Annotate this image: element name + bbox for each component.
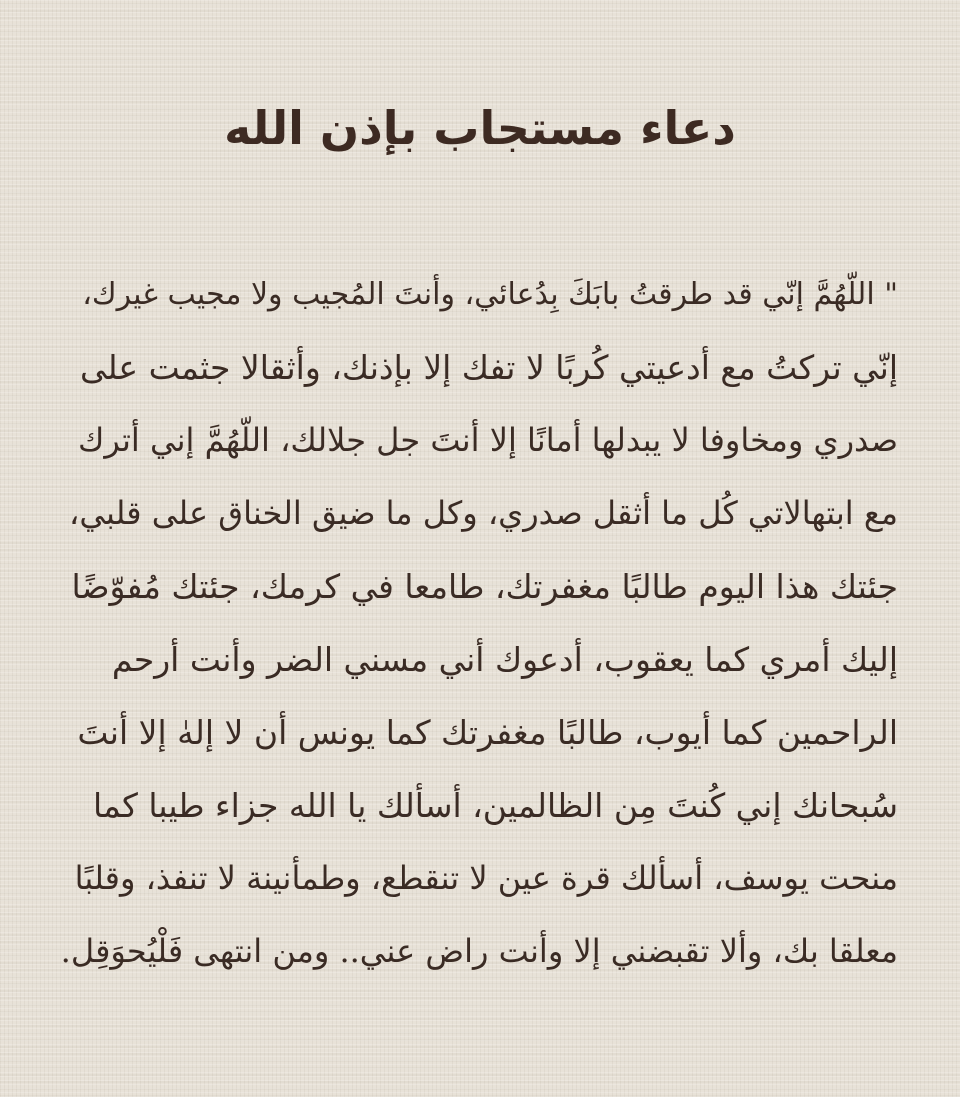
text-line: الراحمين كما أيوب، طالبًا مغفرتك كما يونس أن لا إلهٰ إلا أنتَ: [77, 713, 898, 752]
text-line: منحت يوسف، أسألك قرة عين لا تنقطع، وطمأنينة لا تنفذ، وقلبًا: [74, 859, 898, 897]
page-title: دعاء مستجاب بإذن الله: [224, 101, 736, 155]
text-line: جئتك هذا اليوم طالبًا مغفرتك، طامعا في كرمك، جئتك مُفوّضًا: [71, 567, 898, 606]
text-line: سُبحانك إني كُنتَ مِن الظالمين، أسألك يا الله جزاء طيبا كما: [93, 786, 898, 825]
text-line: معلقا بك، وألا تقبضني إلا وأنت راض عني.. ومن انتهى فَلْيُحوَقِل.: [60, 932, 898, 970]
prayer-text: [58, 258, 898, 988]
text-line: " اللّهُمَّ إنّي قد طرقتُ بابَكَ بِدُعائي، وأنتَ المُجيب ولا مجيب غيرك،: [82, 277, 898, 312]
text-line: صدري ومخاوفا لا يبدلها أمانًا إلا أنتَ جل جلالك، اللّهُمَّ إني أترك: [77, 421, 898, 459]
text-line: إنّي تركتُ مع أدعيتي كُربًا لا تفك إلا بإذنك، وأثقالا جثمت على: [79, 348, 898, 387]
text-line: مع ابتهالاتي كُل ما أثقل صدري، وكل ما ضيق الخناق على قلبي،: [69, 494, 898, 532]
text-line: إليك أمري كما يعقوب، أدعوك أني مسني الضر وأنت أرحم: [111, 640, 898, 679]
